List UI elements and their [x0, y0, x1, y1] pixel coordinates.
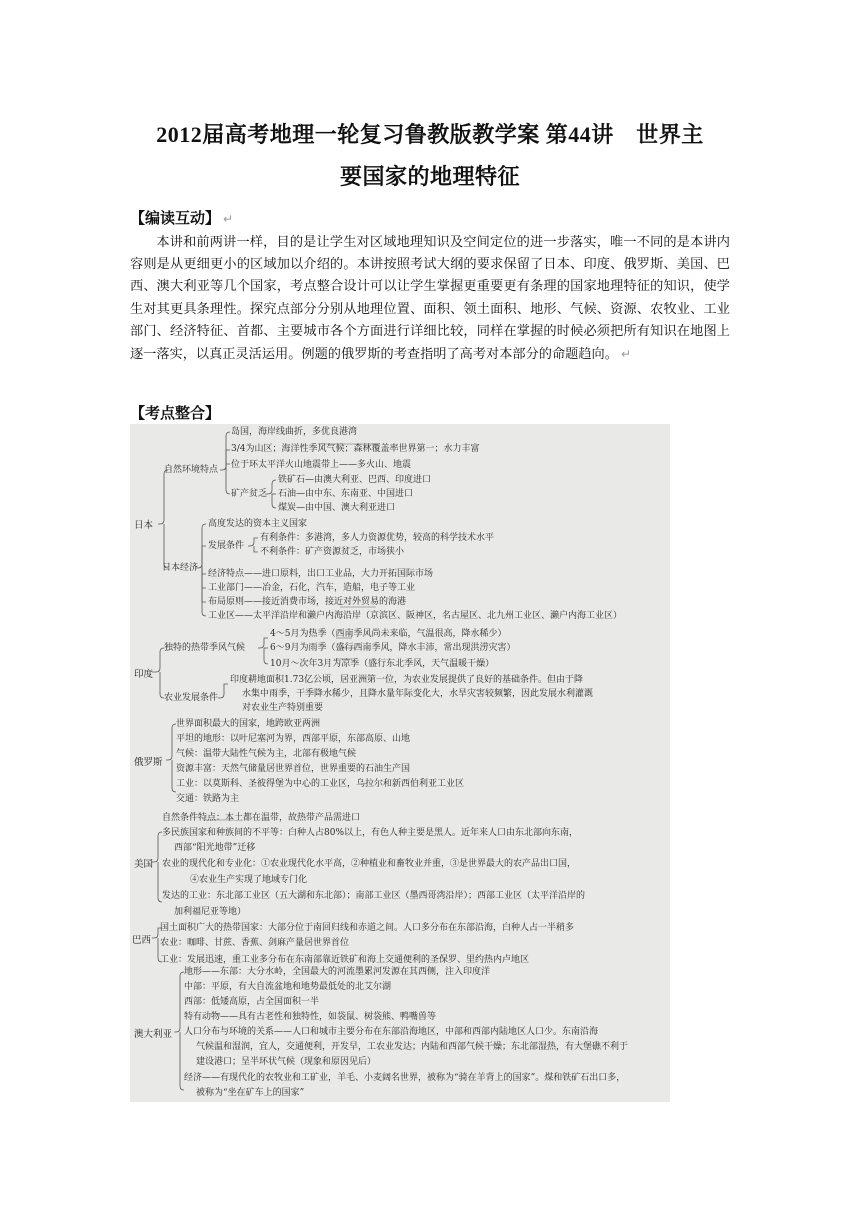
japan-natural-item: 3/4为山区；海洋性季风气候；森林覆盖率世界第一；水力丰富	[231, 444, 480, 454]
japan-natural-branch: 自然环境特点	[164, 465, 219, 475]
australia-item: 建设港口；呈半环状气候（现象和原因见后）	[196, 1057, 377, 1067]
india-climate-item: 10月～次年3月为凉季（盛行东北季风，天气温暖干燥）	[270, 659, 495, 669]
japan-economy-item: 高度发达的资本主义国家	[208, 519, 308, 529]
australia-item: 气候温和湿润，宜人，交通便利，开发早，工农业发达；内陆和西部气候干燥；东北部湿热，有大堡礁不利于	[196, 1042, 629, 1052]
section-heading-key-points: 【考点整合】	[130, 404, 221, 422]
country-australia: 澳大利亚	[134, 1029, 173, 1040]
japan-economy-item: 工业部门——冶金，石化，汽车，造船，电子等工业	[208, 583, 416, 593]
japan-mineral-item: 石油—由中东、东南亚、中国进口	[278, 489, 414, 499]
brazil-item: 农业：咖啡、甘蔗、香蕉、剑麻产量居世界首位	[160, 938, 350, 948]
japan-mineral-branch: 矿产贫乏	[231, 489, 268, 499]
mindmap-scan	[130, 424, 670, 1102]
paragraph-mark-icon: ↵	[223, 212, 234, 226]
country-japan: 日本	[134, 520, 154, 531]
japan-natural-item: 岛国，海岸线曲折，多优良港湾	[231, 427, 358, 437]
usa-item: 发达的工业：东北部工业区（五大湖和东北部）；南部工业区（墨西哥湾沿岸）；西部工业区（太平洋沿岸的	[162, 891, 586, 901]
usa-item: 多民族国家和种族间的不平等：白种人占80%以上，有色人种主要是黑人。近年来人口由东北部向东南，	[162, 828, 579, 838]
usa-item: 自然条件特点：本土都在温带，故热带产品需进口	[162, 813, 361, 823]
country-russia: 俄罗斯	[134, 757, 163, 768]
country-india: 印度	[134, 669, 154, 680]
russia-item: 工业：以莫斯科、圣彼得堡为中心的工业区，乌拉尔和新西伯利亚工业区	[176, 779, 465, 789]
australia-item: 西部：低矮高原，占全国面积一半	[184, 997, 320, 1007]
russia-item: 交通：铁路为主	[176, 794, 240, 804]
usa-item: 加利福尼亚等地）	[174, 907, 247, 917]
japan-economy-item: 工业区——太平洋沿岸和濑户内海沿岸（京滨区、阪神区，名古屋区、北九州工业区、濑户内海工业区）	[208, 611, 623, 621]
usa-item: ④农业生产实现了地域专门化	[190, 875, 308, 885]
japan-economy-branch: 日本经济	[162, 563, 199, 573]
australia-item: 人口分布与环境的关系——人口和城市主要分布在东部沿海地区，中部和西部内陆地区人口少。东南沿海	[184, 1027, 599, 1037]
japan-development-item: 不利条件：矿产资源贫乏，市场狭小	[260, 547, 405, 557]
document-title-line2: 要国家的地理特征	[339, 164, 520, 189]
brazil-item: 工业：发展迅速，重工业多分布在东南部靠近铁矿和海上交通便利的圣保罗、里约热内卢地区	[160, 955, 530, 965]
country-brazil: 巴西	[132, 935, 152, 946]
india-agriculture-branch: 农业发展条件	[164, 693, 219, 703]
japan-economy-item: 经济特点——进口原料，出口工业品，大力开拓国际市场	[208, 569, 434, 579]
russia-item: 资源丰富：天然气储量居世界首位，世界重要的石油生产国	[176, 764, 411, 774]
india-climate-branch: 独特的热带季风气候	[164, 643, 246, 653]
country-usa: 美国	[134, 859, 154, 870]
australia-item: 特有动物——具有古老性和独特性，如袋鼠、树袋熊、鸭嘴兽等	[184, 1012, 437, 1022]
russia-item: 气候：温带大陆性气候为主，北部有极地气候	[176, 749, 357, 759]
japan-mineral-item: 铁矿石—由澳大利亚、巴西、印度进口	[278, 475, 432, 485]
intro-paragraph-text: 本讲和前两讲一样，目的是让学生对区域地理知识及空间定位的进一步落实，唯一不同的是本讲内容则是从更细更小的区域加以介绍的。本讲按照考试大纲的要求保留了日本、印度、俄罗斯、美国、巴西、澳大利亚等几个国家，考点整合设计可以让学生掌握更重要更有条理的国家地理特征的知识，使学生对其更具条理性。探究点部分分别从地理位置、面积、领土面积、地形、气候、资源、农牧业、工业部门、经济特征、首都、主要城市各个方面进行详细比较，同样在掌握的时候必须把所有知识在地图上逐一落实，以真正灵活运用。例题的俄罗斯的考查指明了高考对本部分的命题趋向。	[130, 235, 730, 363]
intro-paragraph	[130, 232, 730, 366]
japan-economy-item: 布局原则——接近消费市场，接近对外贸易的海港	[208, 597, 407, 607]
japan-development-branch: 发展条件	[208, 541, 245, 551]
india-agriculture-line: 水集中雨季，干季降水稀少，且降水量年际变化大，水旱灾害较频繁，因此发展水利灌溉	[242, 689, 594, 699]
section-heading-text: 【编读互动】	[130, 209, 221, 227]
japan-natural-item: 位于环太平洋火山地震带上——多火山、地震	[231, 460, 412, 470]
usa-item: 西部“阳光地带”迁移	[174, 843, 256, 853]
russia-item: 世界面积最大的国家，地跨欧亚两洲	[176, 719, 321, 729]
japan-mineral-item: 煤炭—由中国、澳大利亚进口	[278, 503, 396, 513]
india-agriculture-line: 印度耕地面积1.73亿公顷，居亚洲第一位，为农业发展提供了良好的基础条件。但由于降	[230, 675, 584, 685]
usa-item: 农业的现代化和专业化：①农业现代化水平高，②种植业和畜牧业并重，③是世界最大的农产品出口国，	[162, 859, 577, 869]
paragraph-end-mark-icon: ↵	[620, 347, 631, 362]
section-heading-editorial	[130, 207, 233, 228]
australia-item: 地形——东部：大分水岭，全国最大的河流墨累河发源在其西侧，注入印度洋	[184, 967, 491, 977]
india-agriculture-line: 对农业生产特别重要	[242, 703, 324, 713]
australia-item: 中部：平原，有大自流盆地和地势最低处的北艾尔湖	[184, 982, 392, 992]
russia-item: 平坦的地形：以叶尼塞河为界，西部平原，东部高原、山地	[176, 734, 411, 744]
japan-development-item: 有利条件：多港湾，多人力资源优势，较高的科学技术水平	[260, 533, 495, 543]
australia-item: 被称为“坐在矿车上的国家”	[196, 1088, 305, 1098]
document-title-line1: 2012届高考地理一轮复习鲁教版教学案 第44讲 世界主	[156, 122, 704, 147]
india-climate-item: 6～9月为雨季（盛行西南季风，降水丰沛，常出现洪涝灾害）	[270, 643, 516, 653]
india-climate-item: 4～5月为热季（西南季风尚未来临，气温很高，降水稀少）	[270, 629, 507, 639]
australia-item: 经济——有现代化的农牧业和工矿业，羊毛、小麦阔名世界，被称为“骑在羊背上的国家”。煤和铁矿石出口多，	[184, 1073, 626, 1083]
brazil-item: 国土面积广大的热带国家：大部分位于南回归线和赤道之间。人口多分布在东部沿海，白种人占一半稍多	[160, 923, 575, 933]
